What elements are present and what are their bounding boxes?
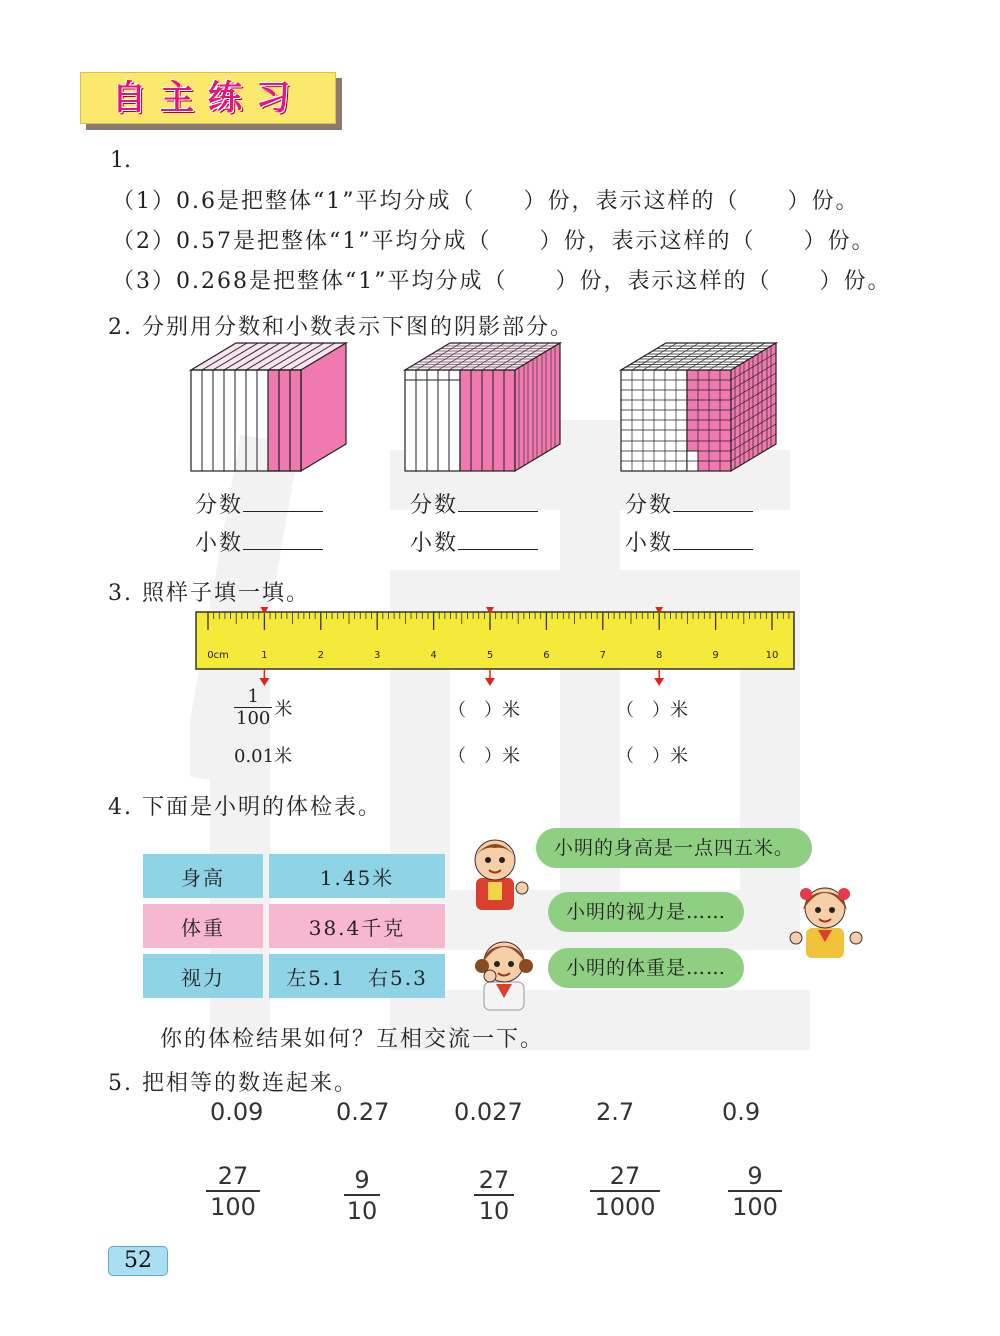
marker-5-decimal-blank[interactable]: （ ）米	[448, 746, 520, 767]
row-label-height: 身高	[143, 854, 263, 898]
row-label-vision: 视力	[143, 954, 263, 998]
section-banner	[80, 72, 342, 130]
q2-title: 2. 分别用分数和小数表示下图的阴影部分。	[108, 315, 574, 340]
fraction-item[interactable]: 9 100	[728, 1162, 782, 1222]
cube-3-fraction-label: 分数	[625, 488, 753, 519]
cube-2	[402, 340, 562, 476]
ruler-tick-label: 8	[656, 650, 663, 661]
ruler-tick-label: 4	[430, 650, 437, 661]
cube-3-decimal-label: 小数	[625, 526, 753, 557]
cube-2-fraction-label: 分数	[410, 488, 538, 519]
cube-2-fraction-blank[interactable]	[458, 491, 538, 512]
ruler-marker-arrow	[259, 678, 269, 686]
table-row	[143, 854, 445, 898]
ruler-tick-label: 5	[486, 650, 494, 661]
fraction-item[interactable]: 9 10	[344, 1166, 380, 1226]
ruler-start-label: 0cm	[207, 650, 229, 661]
decimal-item[interactable]: 0.9	[722, 1098, 761, 1126]
table-row	[143, 904, 445, 948]
ruler-tick-label: 1	[261, 650, 268, 661]
ruler-tick-label: 6	[543, 650, 550, 661]
marker-5-fraction-blank[interactable]: （ ）米	[448, 700, 520, 721]
boy-illustration	[462, 832, 532, 912]
girl-illustration-left	[470, 932, 538, 1012]
q1-item-2: （2）0.57是把整体“1”平均分成（ ）份，表示这样的（ ）份。	[112, 229, 876, 254]
ruler-tick-label: 2	[317, 650, 324, 661]
ruler-tick-label: 10	[765, 650, 779, 661]
row-value-vision: 左5.1 右5.3	[269, 954, 445, 998]
ruler-tick-label: 9	[712, 650, 719, 661]
q3-title: 3. 照样子填一填。	[108, 581, 310, 606]
decimal-item[interactable]: 2.7	[596, 1098, 635, 1126]
row-value-weight: 38.4千克	[269, 904, 445, 948]
health-table	[143, 848, 445, 1004]
q5-title: 5. 把相等的数连起来。	[108, 1071, 358, 1096]
speech-bubble-weight: 小明的体重是……	[548, 948, 744, 988]
cube-2-decimal-blank[interactable]	[458, 529, 538, 550]
fraction-item[interactable]: 27 1000	[590, 1162, 660, 1222]
ruler-tick-label: 3	[374, 650, 381, 661]
cube-2-decimal-label: 小数	[410, 526, 538, 557]
speech-bubble-height: 小明的身高是一点四五米。	[536, 828, 812, 868]
ruler	[194, 606, 798, 688]
cube-1	[188, 340, 348, 476]
row-value-height: 1.45米	[269, 854, 445, 898]
cube-1-fraction-blank[interactable]	[243, 491, 323, 512]
cube-3	[618, 340, 780, 476]
girl-illustration-right	[788, 880, 866, 960]
ruler-marker-arrow	[654, 678, 664, 686]
q4-title: 4. 下面是小明的体检表。	[108, 795, 382, 820]
fraction-item[interactable]: 27 100	[206, 1162, 260, 1222]
page-number: 52	[108, 1246, 168, 1276]
q1-number: 1.	[110, 148, 131, 173]
cube-1-decimal-label: 小数	[195, 526, 323, 557]
table-row	[143, 954, 445, 998]
q4-followup: 你的体检结果如何？互相交流一下。	[160, 1027, 545, 1052]
example-fraction: $\frac{1}{100}$	[236, 686, 271, 729]
banner-title: 自主练习	[112, 78, 304, 118]
cube-3-fraction-blank[interactable]	[673, 491, 753, 512]
cube-1-decimal-blank[interactable]	[243, 529, 323, 550]
decimal-item[interactable]: 0.027	[454, 1098, 523, 1126]
marker-8-decimal-blank[interactable]: （ ）米	[616, 746, 688, 767]
ruler-tick-label: 7	[599, 650, 606, 661]
fraction-item[interactable]: 27 10	[474, 1166, 514, 1226]
row-label-weight: 体重	[143, 904, 263, 948]
marker-8-fraction-blank[interactable]: （ ）米	[616, 700, 688, 721]
cube-1-fraction-label: 分数	[195, 488, 323, 519]
ruler-marker-arrow	[485, 678, 495, 686]
q1-item-1: （1）0.6是把整体“1”平均分成（ ）份，表示这样的（ ）份。	[112, 189, 860, 214]
decimal-item[interactable]: 0.27	[336, 1098, 390, 1126]
cube-3-decimal-blank[interactable]	[673, 529, 753, 550]
q1-item-3: （3）0.268是把整体“1”平均分成（ ）份，表示这样的（ ）份。	[112, 269, 892, 294]
example-fraction-row: $\frac{1}{100}$ 米	[236, 686, 293, 729]
decimal-item[interactable]: 0.09	[210, 1098, 264, 1126]
speech-bubble-vision: 小明的视力是……	[548, 892, 744, 932]
example-decimal: 0.01米	[234, 746, 293, 767]
